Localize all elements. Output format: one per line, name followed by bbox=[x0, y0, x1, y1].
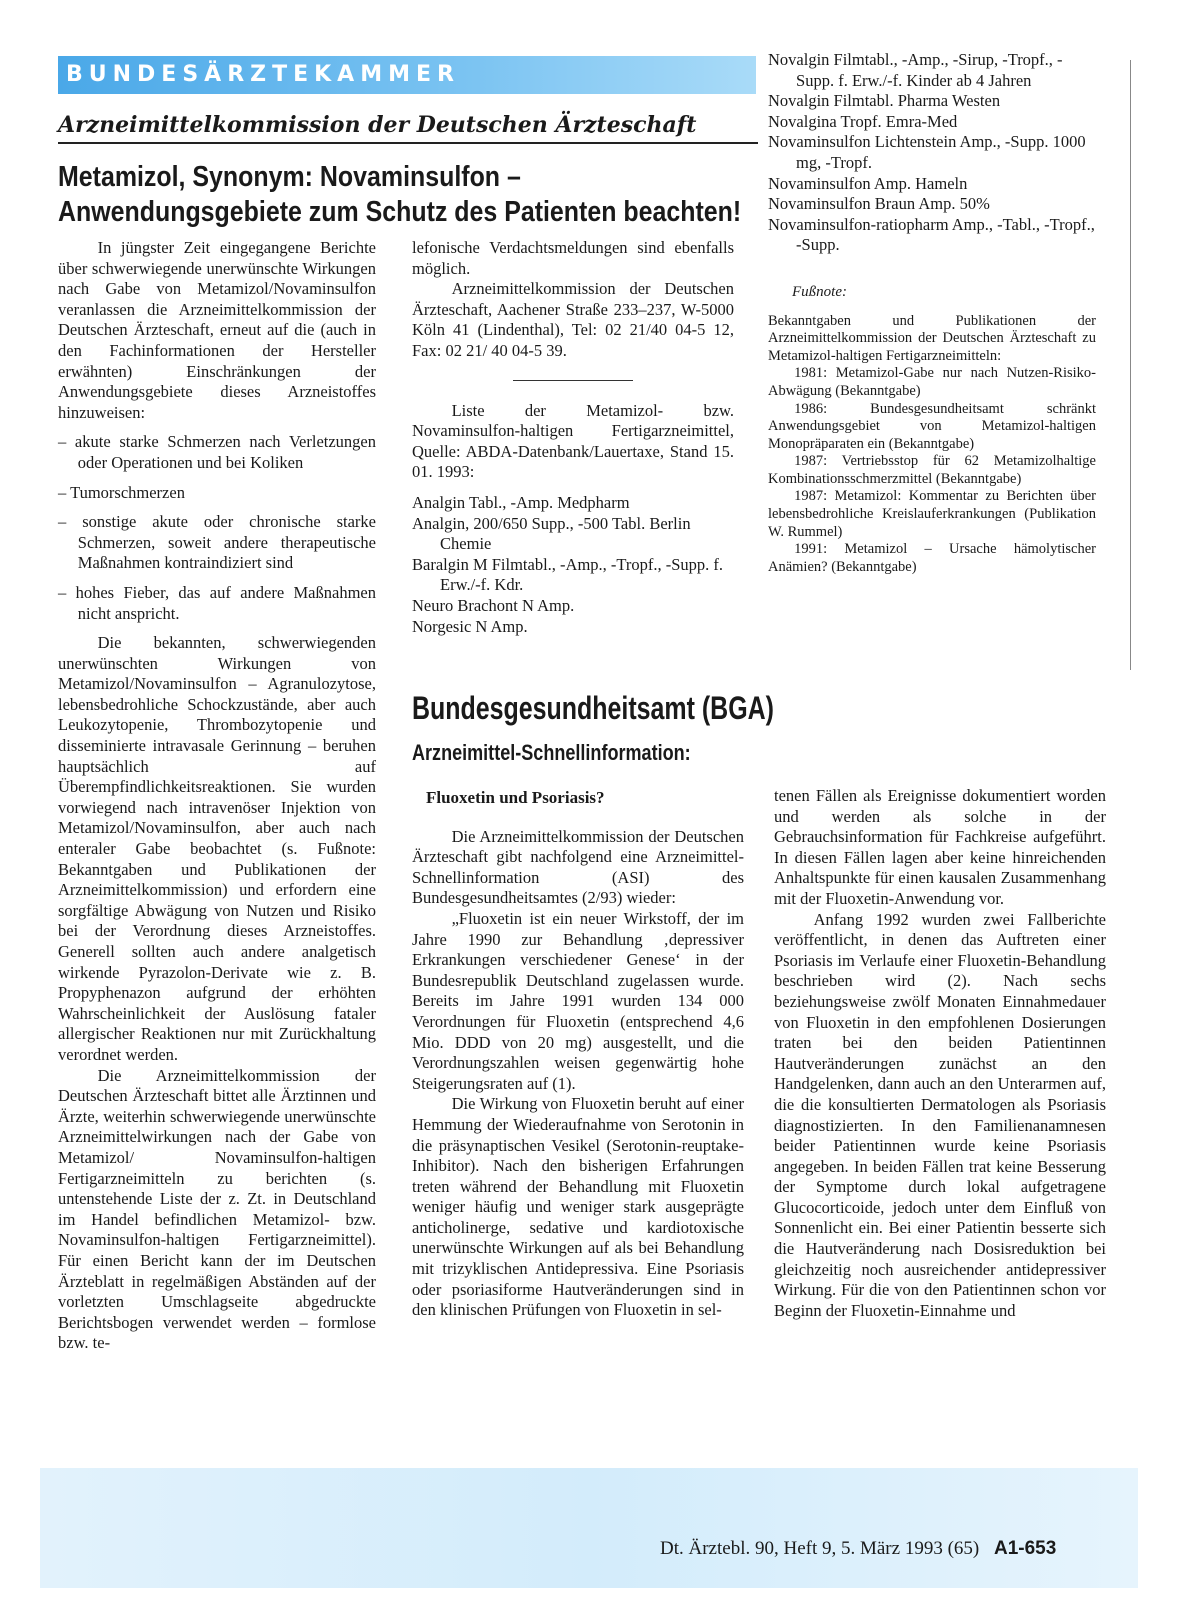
paragraph: Anfang 1992 wurden zwei Fallberichte veröffentlicht, in denen das Auftreten einer Psoriasis im Verlaufe einer Fluoxetin-Behandlung beschrieben wird (2). Nach sechs beziehungsweise zwölf Monaten Einnahmedauer von Fluoxetin in den empfohlenen Dosierungen traten bei den beiden Patientinnen Hautveränderungen zunächst an den Handgelenken, dann auch an den Unterarmen auf, die die konsultierten Dermatologen als Psoriasis diagnostizierten. In den Familienanamnesen beider Patientinnen wurde keine Psoriasis angegeben. In beiden Fällen trat keine Besserung der Symptome durch lokal aufgetragene Glucocorticoide, jedoch unter dem Einfluß von Sonnenlicht ein. Bei einer Patientin besserte sich die Hautveränderung nach Dosisreduktion bei gleichzeitig noch ausreichender antidepressiver Wirkung. Für die von den Patientinnen schon vor Beginn der Fluoxetin-Einnahme und bbox=[774, 909, 1106, 1320]
footer bbox=[660, 1538, 1056, 1560]
footnote-item: 1987: Metamizol: Kommentar zu Berichten über lebensbedrohliche Kreislauferkrankungen (Publikation W. Rummel) bbox=[768, 488, 1096, 540]
drug-list bbox=[768, 50, 1096, 256]
paragraph: Die Arzneimittelkommission der Deutschen Ärzteschaft gibt nachfolgend eine Arzneimittel-Schnellinformation (ASI) des Bundesgesundheitsamtes (2/93) wieder: bbox=[412, 826, 744, 908]
indication-item: – hohes Fieber, das auf andere Maßnahmen nicht anspricht. bbox=[58, 582, 376, 623]
kicker-heading: Arzneimittelkommission der Deutschen Ärzteschaft bbox=[58, 112, 758, 144]
list-item: Novaminsulfon-ratiopharm Amp., -Tabl., -Tropf., -Supp. bbox=[768, 214, 1095, 255]
bga-column-1 bbox=[412, 788, 744, 1321]
footnote-item: 1987: Vertriebsstop für 62 Metamizolhaltige Kombinationsschmerzmittel (Bekanntgabe) bbox=[768, 453, 1096, 487]
paragraph: „Fluoxetin ist ein neuer Wirkstoff, der im Jahre 1990 zur Behandlung ‚depressiver Erkrankungen verschiedener Genese‘ in der Bundesrepublik Deutschland zugelassen wurde. Bereits im Jahre 1991 wurden 134 000 Verordnungen für Fluoxetin (entsprechend 4,6 Mio. DDD von 20 mg) ausgestellt, und die Verordnungszahlen weisen gegenwärtig hohe Steigerungsraten auf (1). bbox=[412, 908, 744, 1093]
bga-subtitle: Arzneimittel-Schnellinformation: bbox=[412, 740, 691, 765]
footnote-intro: Bekanntgaben und Publikationen der Arzneimittelkommission der Deutschen Ärzteschaft zu Metamizol-haltigen Fertigarzneimitteln: bbox=[768, 312, 1096, 364]
banner-title: BUNDESÄRZTEKAMMER bbox=[66, 62, 460, 87]
list-item: Neuro Brachont N Amp. bbox=[412, 595, 575, 615]
list-item: Norgesic N Amp. bbox=[412, 616, 528, 636]
drug-list bbox=[412, 493, 734, 637]
paragraph: lefonische Verdachtsmeldungen sind ebenfalls möglich. bbox=[412, 238, 734, 278]
paragraph: tenen Fällen als Ereignisse dokumentiert worden und werden als solche in der Gebrauchsinformation für Fachkreise aufgeführt. In diesen Fällen lagen aber keine hinreichenden Anhaltspunkte für einen kausalen Zusammenhang mit der Fluoxetin-Anwendung vor. bbox=[774, 786, 1106, 908]
indication-item: – sonstige akute oder chronische starke Schmerzen, soweit andere therapeutische Maßnahmen kontraindiziert sind bbox=[58, 512, 376, 573]
indication-item: – akute starke Schmerzen nach Verletzungen oder Operationen und bei Koliken bbox=[58, 432, 376, 472]
paragraph: Die Arzneimittelkommission der Deutschen Ärzteschaft bittet alle Ärztinnen und Ärzte, weiterhin schwerwiegende unerwünschte Arzneimittelwirkungen nach der Gabe von Metamizol/ Novaminsulfon-haltigen Fertigarzneimitteln zu berichten (s. untenstehende Liste der z. Zt. in Deutschland im Handel befindlichen Metamizol- bzw. Novaminsulfon-haltigen Fertigarzneimittel). Für einen Bericht kann der im Deutschen Ärzteblatt in regelmäßigen Abständen auf der vorletzten Umschlagseite abgedruckte Berichtsbogen verwendet werden – formlose bzw. te- bbox=[58, 1065, 376, 1353]
footnote bbox=[768, 313, 1096, 577]
list-item: Novalgin Filmtabl. Pharma Westen bbox=[768, 91, 1001, 111]
footnote-item: 1986: Bundesgesundheitsamt schränkt Anwendungsgebiet von Metamizol-haltigen Monopräparaten ein (Bekanntgabe) bbox=[768, 400, 1096, 452]
indication-item: – Tumorschmerzen bbox=[58, 482, 185, 502]
paragraph: Liste der Metamizol- bzw. Novaminsulfon-haltigen Fertigarzneimittel, Quelle: ABDA-Datenbank/Lauertaxe, Stand 15. 01. 1993: bbox=[412, 400, 734, 482]
column-2 bbox=[412, 238, 734, 637]
page-number: A1-653 bbox=[993, 1538, 1057, 1559]
column-1 bbox=[58, 238, 376, 1354]
footer-band bbox=[40, 1468, 1138, 1588]
paragraph: Die Wirkung von Fluoxetin beruht auf einer Hemmung der Wiederaufnahme von Serotonin in die präsynaptischen Vesikel (Serotonin-reuptake-Inhibitor). Nach den bisherigen Erfahrungen treten während der Behandlung mit Fluoxetin weniger häufig und weniger stark ausgeprägte anticholinerge, sedative und kardiotoxische unerwünschte Wirkungen auf als bei Behandlung mit trizyklischen Antidepressiva. Eine Psoriasis oder psoriasiforme Hautveränderungen sind in den klinischen Prüfungen von Fluoxetin in sel- bbox=[412, 1094, 744, 1320]
column-divider bbox=[1130, 60, 1131, 670]
bga-column-2 bbox=[774, 786, 1106, 1321]
footnote-label: Fußnote: bbox=[792, 283, 847, 300]
headline-line-1: Metamizol, Synonym: Novaminsulfon – bbox=[58, 161, 521, 193]
section-title: Fluoxetin und Psoriasis? bbox=[426, 788, 605, 807]
list-item: Novaminsulfon Lichtenstein Amp., -Supp. 1000 mg, -Tropf. bbox=[768, 132, 1086, 172]
list-item: Novalgina Tropf. Emra-Med bbox=[768, 111, 958, 131]
headline-line-2: Anwendungsgebiete zum Schutz des Patienten beachten! bbox=[58, 196, 742, 228]
list-item: Novaminsulfon Braun Amp. 50% bbox=[768, 194, 990, 214]
contact-paragraph: Arzneimittelkommission der Deutschen Ärzteschaft, Aachener Straße 233–237, W-5000 Köln 41 (Lindenthal), Tel: 02 21/40 04-5 12, Fax: 02 21/ 40 04-5 39. bbox=[412, 279, 734, 360]
headline bbox=[58, 160, 742, 230]
list-item: Analgin Tabl., -Amp. Medpharm bbox=[412, 492, 630, 512]
column-3 bbox=[768, 50, 1096, 576]
footnote-item: 1981: Metamizol-Gabe nur nach Nutzen-Risiko-Abwägung (Bekanntgabe) bbox=[768, 365, 1096, 399]
bga-title: Bundesgesundheitsamt (BGA) bbox=[412, 690, 774, 726]
footnote-item: 1991: Metamizol – Ursache hämolytischer Anämien? (Bekanntgabe) bbox=[768, 541, 1096, 575]
list-item: Novalgin Filmtabl., -Amp., -Sirup, -Tropf., -Supp. f. Erw./-f. Kinder ab 4 Jahren bbox=[768, 50, 1063, 90]
paragraph: In jüngster Zeit eingegangene Berichte über schwerwiegende unerwünschte Wirkungen nach Gabe von Metamizol/Novaminsulfon veranlassen die Arzneimittelkommission der Deutschen Ärzteschaft, erneut auf die (auch in den Fachinformationen der Hersteller erwähnten) Einschränkungen der Anwendungsgebiete dieses Arzneistoffes hinzuweisen: bbox=[58, 238, 376, 422]
list-item: Analgin, 200/650 Supp., -500 Tabl. Berlin Chemie bbox=[412, 513, 691, 554]
paragraph: Die bekannten, schwerwiegenden unerwünschten Wirkungen von Metamizol/Novaminsulfon – Agranulozytose, lebensbedrohliche Schockzustände, aber auch Leukozytopenie, Thrombozytopenie und disseminierte intravasale Gerinnung – beruhen hauptsächlich auf Überempfindlichkeitsreaktionen. Sie wurden vorwiegend nach intravenöser Injektion von Metamizol/Novaminsulfon, aber auch nach enteraler Gabe beobachtet (s. Fußnote: Bekanntgaben und Publikationen der Arzneimittelkommission) und erfordern eine sorgfältige Abwägung von Nutzen und Risiko bei der Verordnung dieses Arzneistoffes. Generell sollten auch andere analgetisch wirkende Pyrazolon-Derivate wie z. B. Propyphenazon aufgrund der erhöhten Wahrscheinlichkeit der Auslösung fataler allergischer Reaktionen nur mit Zurückhaltung verordnet werden. bbox=[58, 633, 376, 1064]
footer-citation: Dt. Ärztebl. 90, Heft 9, 5. März 1993 (65) bbox=[660, 1538, 980, 1559]
list-item: Novaminsulfon Amp. Hameln bbox=[768, 173, 968, 193]
divider bbox=[513, 380, 633, 381]
list-item: Baralgin M Filmtabl., -Amp., -Tropf., -Supp. f. Erw./-f. Kdr. bbox=[412, 554, 724, 595]
